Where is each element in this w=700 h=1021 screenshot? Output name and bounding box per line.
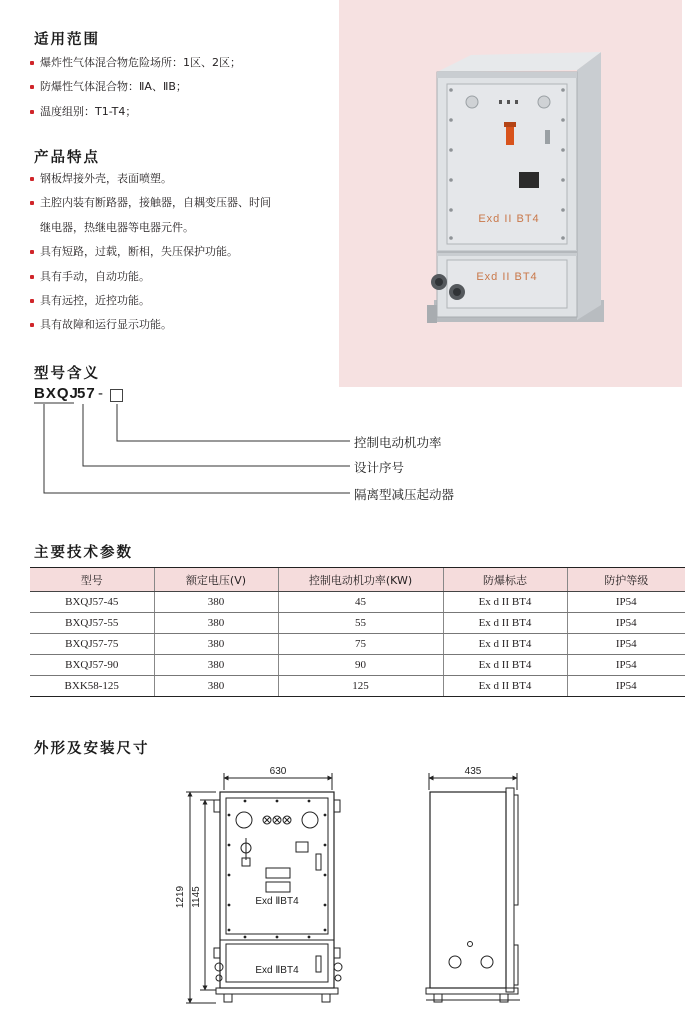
- list-item: 具有故障和运行显示功能。: [30, 313, 271, 337]
- front-view-upper-door: [226, 798, 328, 934]
- side-view-flange: [506, 788, 514, 992]
- list-item: 防爆性气体混合物：ⅡA、ⅡB；: [30, 75, 241, 99]
- side-view-base: [426, 988, 518, 994]
- dim-depth-text: 435: [464, 766, 482, 777]
- table-cell: IP54: [567, 613, 685, 634]
- model-label-type: 隔离型减压起动器: [354, 487, 455, 502]
- column-header: 额定电压(V): [154, 568, 278, 592]
- model-code-prefix: BXQJ: [34, 385, 79, 402]
- table-cell: 380: [154, 592, 278, 613]
- table-cell: 45: [278, 592, 443, 613]
- table-cell: Ex d II BT4: [443, 634, 567, 655]
- front-view-base: [216, 988, 338, 994]
- list-item: 钢板焊接外壳，表面喷塑。: [30, 167, 271, 191]
- table-cell: 380: [154, 613, 278, 634]
- model-label-power: 控制电动机功率: [354, 435, 442, 450]
- front-marking-lower: Exd ⅡBT4: [255, 965, 299, 976]
- front-gland-icon: [215, 963, 223, 971]
- dim-height-total-text: 1219: [175, 885, 186, 909]
- table-cell: 125: [278, 676, 443, 697]
- table-cell: Ex d II BT4: [443, 592, 567, 613]
- model-label-series: 设计序号: [354, 460, 405, 475]
- list-item-continuation: 继电器，热继电器等电器元件。: [40, 220, 194, 234]
- scope-title: 适用范围: [34, 32, 100, 48]
- list-item: 温度组别：T1-T4；: [30, 100, 241, 124]
- table-cell: IP54: [567, 655, 685, 676]
- column-header: 防爆标志: [443, 568, 567, 592]
- photo-marking-lower: Exd II BT4: [476, 271, 538, 283]
- table-cell: Ex d II BT4: [443, 613, 567, 634]
- list-item: 爆炸性气体混合物危险场所：1区、2区；: [30, 51, 241, 75]
- side-gland-icon: [449, 956, 461, 968]
- front-view-lower-door: [226, 944, 328, 982]
- table-cell: BXK58-125: [30, 676, 154, 697]
- list-item: 主腔内装有断路器，接触器，自耦变压器、时间: [30, 191, 271, 215]
- table-cell: BXQJ57-45: [30, 592, 154, 613]
- list-item: 具有手动，自动功能。: [30, 265, 271, 289]
- table-cell: 90: [278, 655, 443, 676]
- model-code-dash: -: [98, 385, 104, 402]
- model-code-number: 57: [77, 385, 96, 402]
- specs-title: 主要技术参数: [34, 545, 133, 561]
- table-cell: 55: [278, 613, 443, 634]
- side-view-outline: [430, 792, 506, 988]
- dim-width-text: 630: [269, 766, 287, 777]
- photo-marking-upper: Exd II BT4: [478, 213, 540, 225]
- table-cell: IP54: [567, 676, 685, 697]
- side-gland-icon: [481, 956, 493, 968]
- column-header: 控制电动机功率(KW): [278, 568, 443, 592]
- table-cell: IP54: [567, 634, 685, 655]
- front-view-outline: [220, 792, 334, 988]
- front-marking-upper: Exd ⅡBT4: [255, 896, 299, 907]
- table-cell: 380: [154, 634, 278, 655]
- table-cell: 380: [154, 655, 278, 676]
- table-cell: BXQJ57-90: [30, 655, 154, 676]
- front-lamp-icon: [302, 812, 318, 828]
- dimensions-title: 外形及安装尺寸: [34, 741, 150, 757]
- table-cell: Ex d II BT4: [443, 655, 567, 676]
- column-header: 防护等级: [567, 568, 685, 592]
- table-cell: Ex d II BT4: [443, 676, 567, 697]
- table-cell: 75: [278, 634, 443, 655]
- front-gland-icon: [334, 963, 342, 971]
- dim-height-body-text: 1145: [191, 886, 202, 908]
- front-lamp-icon: [236, 812, 252, 828]
- column-header: 型号: [30, 568, 154, 592]
- table-cell: BXQJ57-55: [30, 613, 154, 634]
- features-title: 产品特点: [34, 150, 100, 166]
- list-item: 具有短路，过载，断相，失压保护功能。: [30, 240, 271, 264]
- model-title: 型号含义: [34, 366, 100, 382]
- table-cell: BXQJ57-75: [30, 634, 154, 655]
- list-item: 具有远控，近控功能。: [30, 289, 271, 313]
- table-cell: 380: [154, 676, 278, 697]
- table-cell: IP54: [567, 592, 685, 613]
- front-display-icon: [266, 868, 290, 878]
